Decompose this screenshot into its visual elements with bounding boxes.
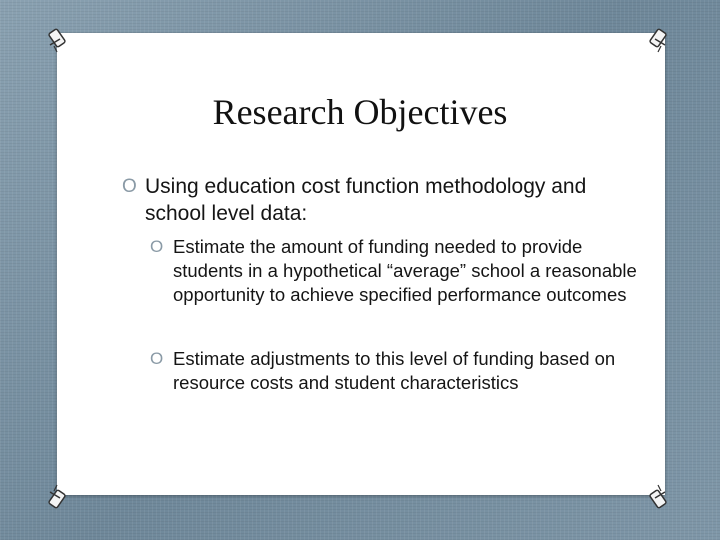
bullet-item — [122, 173, 642, 227]
pushpin-icon — [40, 27, 70, 57]
bullet-marker: O — [150, 237, 164, 256]
pushpin-icon — [645, 27, 675, 57]
bullet-text: Estimate adjustments to this level of funding based on resource costs and student characteristics — [173, 348, 616, 393]
bullet-text: Estimate the amount of funding needed to provide students in a hypothetical “average” school a reasonable opportunity to achieve specified performance outcomes — [173, 236, 637, 305]
bullet-text: Using education cost function methodology and school level data: — [145, 175, 587, 225]
pushpin-icon — [645, 480, 675, 510]
pushpin-icon — [40, 480, 70, 510]
bullet-marker: O — [150, 349, 164, 368]
slide-title: Research Objectives — [212, 92, 508, 132]
sub-bullet-item — [150, 235, 640, 307]
bullet-marker: O — [122, 176, 137, 197]
sub-bullet-item — [150, 347, 640, 395]
